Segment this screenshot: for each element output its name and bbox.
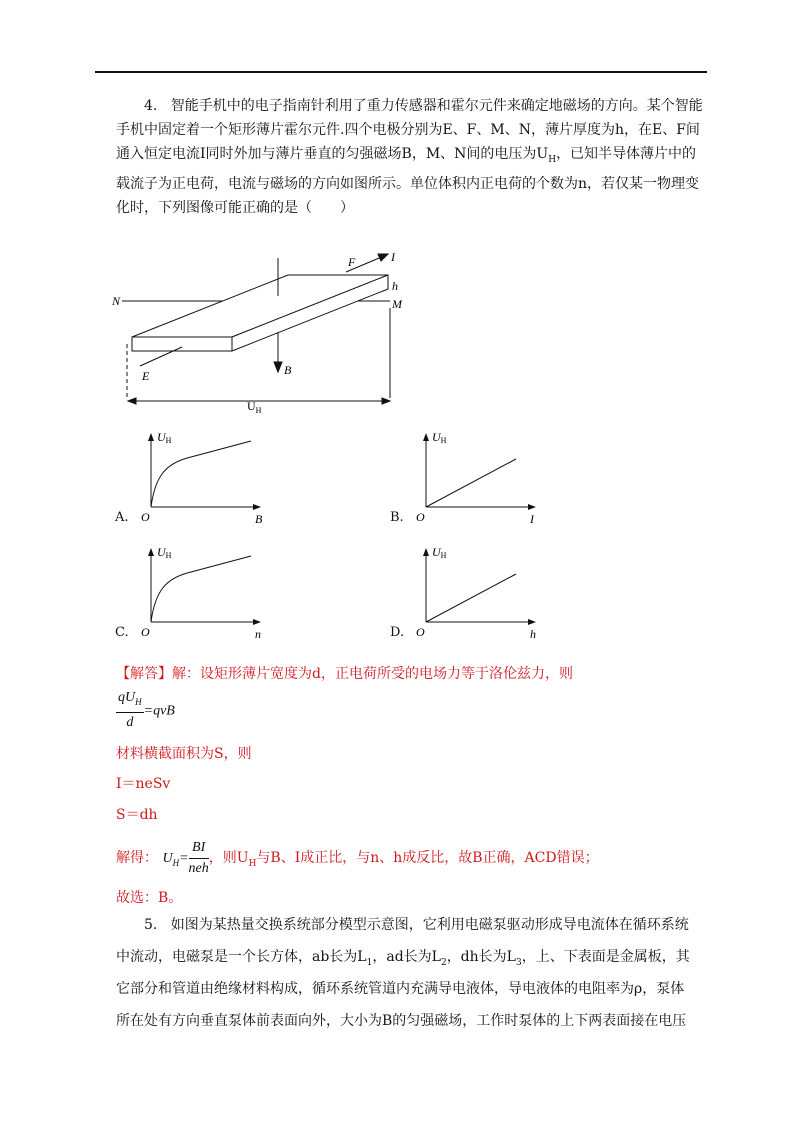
option-graph (133, 542, 278, 642)
question-4-text: 4. 智能手机中的电子指南针利用了重力传感器和霍尔元件来确定地磁场的方向。某个智能手机中固定着一个矩形薄片霍尔元件.四个电极分别为E、F、M、N，薄片厚度为h，在E、F间通入恒定电流I同时外加与薄片垂直的匀强磁场B，M、N间的电压为$U_H$，已知半导体薄片中的载流子为正电荷，电流与磁场的方向如图所示。单位体积内正电荷的个数为n，若仅某一物理变化时，下列图像可能正确的是（ ） (116, 98, 703, 216)
area-equation: S＝dh (116, 807, 158, 823)
option-graph (133, 427, 278, 527)
option-letter: C. (115, 625, 129, 640)
question-5-line-1: 5. 如图为某热量交换系统部分模型示意图，它利用电磁泵驱动形成导电流体在循环系统 (144, 917, 689, 933)
y-axis-arrow (148, 548, 154, 556)
origin-label: O (416, 625, 425, 639)
data-curve (151, 556, 251, 622)
conclusion: 故选：B。 (116, 890, 183, 906)
x-axis-arrow (253, 619, 261, 625)
equation-force-balance: $\frac{qU_H}{d}$ =qvB (118, 690, 175, 730)
x-axis-label: B (255, 512, 263, 526)
label-I: I (391, 250, 395, 264)
option-graph (408, 427, 553, 527)
top-rule (95, 71, 707, 73)
question-5-number: 5. (144, 917, 158, 933)
origin-label: O (141, 625, 150, 639)
y-axis-arrow (423, 548, 429, 556)
option-d[interactable] (390, 542, 540, 642)
x-axis-label: I (530, 512, 534, 526)
label-UH: $U_H$ (247, 399, 262, 415)
question-5-line-2: 中流动，电磁泵是一个长方体，ab长为$L_1$，ad长为$L_2$，dh长为$L_3$，上、下表面是金属板，其 (116, 949, 690, 968)
option-a[interactable] (115, 427, 265, 527)
option-b[interactable] (390, 427, 540, 527)
option-letter: A. (115, 510, 129, 525)
answer-intro: 【解答】解：设矩形薄片宽度为d，正电荷所受的电场力等于洛伦兹力，则 (116, 666, 573, 682)
option-letter: D. (390, 625, 405, 640)
y-axis-label: UH (157, 430, 172, 445)
label-E: E (142, 369, 150, 383)
option-letter: B. (390, 510, 404, 525)
origin-label: O (141, 510, 150, 524)
x-axis-arrow (528, 619, 536, 625)
answer-tag: 【解答】 (116, 666, 172, 682)
data-line (426, 459, 516, 507)
option-c[interactable] (115, 542, 265, 642)
label-F: F (348, 255, 356, 269)
x-axis-label: n (255, 627, 261, 641)
label-N: N (112, 294, 121, 308)
option-graph (408, 542, 553, 642)
y-axis-label: UH (432, 430, 447, 445)
y-axis-label: UH (432, 545, 447, 560)
y-axis-label: UH (157, 545, 172, 560)
y-axis-arrow (148, 433, 154, 441)
y-axis-arrow (423, 433, 429, 441)
label-h: h (392, 279, 398, 293)
hall-element-figure (110, 248, 402, 415)
question-4-number: 4. (144, 98, 158, 114)
data-line (426, 574, 516, 622)
solution-line: 解得： $U_H=$ $\frac{BI}{\text{neh}}$ ，则$U_H$与B、I成正比，与n、h成反比，故B正确，ACD错误； (116, 839, 599, 876)
area-text: 材料横截面积为S，则 (116, 746, 252, 762)
question-5-line-4: 所在处有方向垂直泵体前表面向外，大小为B的匀强磁场，工作时泵体的上下两表面接在电压 (116, 1013, 687, 1029)
label-M: M (392, 297, 402, 311)
origin-label: O (416, 510, 425, 524)
x-axis-arrow (253, 504, 261, 510)
label-B: B (284, 363, 292, 377)
x-axis-arrow (528, 504, 536, 510)
x-axis-label: h (530, 627, 536, 641)
current-equation: I＝neSv (116, 776, 171, 792)
data-curve (151, 441, 251, 507)
question-5-line-3: 它部分和管道由绝缘材料构成，循环系统管道内充满导电液体，导电液体的电阻率为ρ，泵体 (116, 981, 685, 997)
